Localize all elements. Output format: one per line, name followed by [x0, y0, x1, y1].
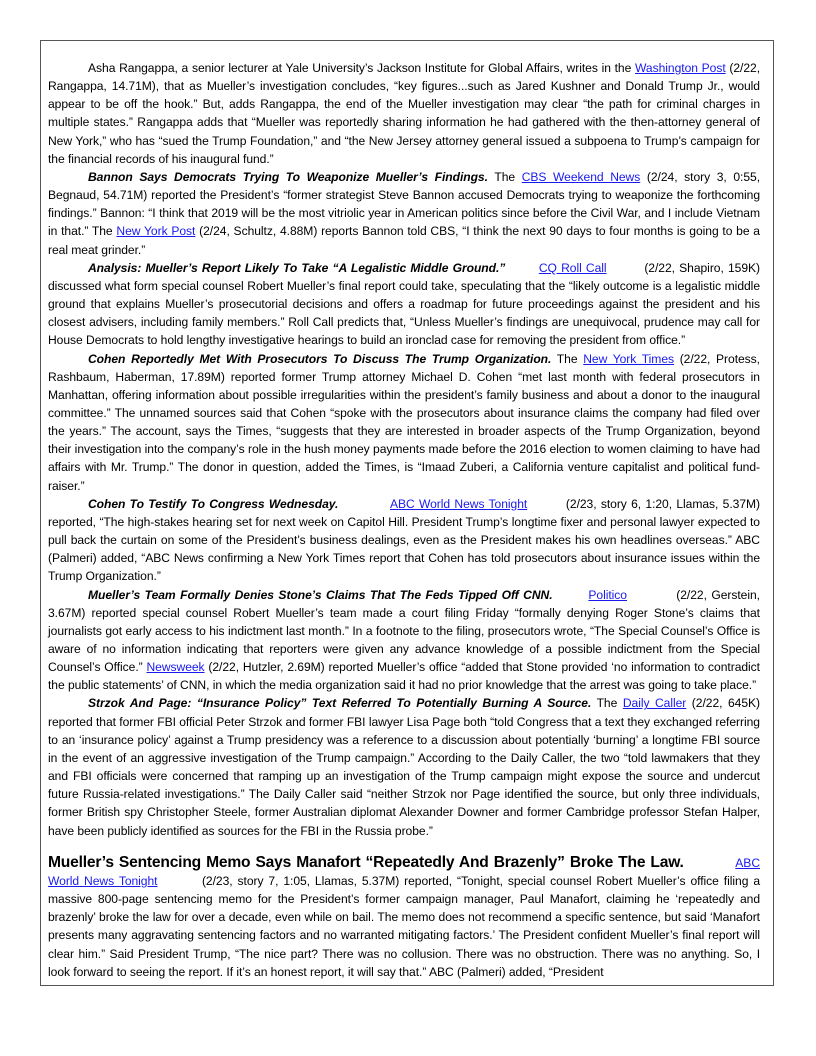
story-heading: Cohen Reportedly Met With Prosecutors To Discuss The Trump Organization. — [88, 351, 552, 366]
paragraph-text: (2/23, story 7, 1:05, Llamas, 5.37M) reported, “Tonight, special counsel Robert Mueller’s office filing a massive 800-page sentencing memo for the President’s former campaign manager, Paul Manafort, claiming he ‘repeatedly and brazenly’ broke the law for over a decade, even while on bail. The memo does not recommend a specific sentence, but said ‘Manafort presents many aggravating sentencing factors and no warranted mitigating factors.’ The President confident Mueller’s final report will clear him.” Said President Trump, “The nice part? There was no collusion. There was no obstruction. There was no anything. So, I look forward to seeing the report. If it’s an honest report, it will say that.” ABC (Palmeri) added, “President — [48, 873, 760, 979]
story-heading: Strzok And Page: “Insurance Policy” Text Referred To Potentially Burning A Source. — [88, 696, 592, 711]
paragraph-text — [505, 261, 539, 275]
link-politico[interactable]: Politico — [588, 587, 627, 602]
link-abc-world-news-tonight-2[interactable]: ABC World News Tonight — [48, 855, 760, 888]
link-cq-roll-call[interactable]: CQ Roll Call — [538, 260, 607, 275]
paragraph-cohen-testify — [48, 495, 760, 586]
link-newsweek[interactable]: Newsweek — [146, 660, 205, 675]
paragraph-text: (2/22, Gerstein, 3.67M) reported special counsel Robert Mueller’s team made a court filing Friday “formally denying Roger Stone’s claims that journalists got early access to his indictment last month.” In a footnote to the filing, prosecutors wrote, “The Special Counsel’s Office is aware of no information indicating that reporters were given any advance knowledge of a possible indictment from the Special Counsel’s Office.” — [48, 587, 760, 675]
paragraph-text: (2/22, Protess, Rashbaum, Haberman, 17.89M) reported former Trump attorney Michael D. Cohen “met last month with federal prosecutors in Manhattan, offering information about possible irregularities within the president’s family business and about a donor to the inaugural committee.” The unnamed sources said that Cohen “spoke with the prosecutors about insurance claims the company had filed over the years.” The account, says the Times, “suggests that they are interested in broader aspects of the Trump Organization, beyond their investigation into the company’s role in the hush money payments made before the 2016 election to women claiming to have had affairs with Mr. Trump.” The donor in question, added the Times, is “Imaad Zuberi, a California venture capitalist and political fund-raiser.” — [48, 351, 760, 493]
paragraph-text: (2/22, Rangappa, 14.71M), that as Mueller’s investigation concludes, “key figures...such as Jared Kushner and Donald Trump Jr., would appear to be off the hook.” But, adds Rangappa, the end of the Mueller investigation may clear “the path for criminal charges in multiple states.” Rangappa adds that “Mueller was reportedly sharing information he had gathered with the then-attorney general of New York,” who has “sued the Trump Foundation,” and “the New Jersey attorney general issued a subpoena to Trump’s campaign for the financial records of his inaugural fund.” — [48, 61, 761, 166]
link-abc-world-news-tonight[interactable]: ABC World News Tonight — [389, 496, 528, 511]
link-daily-caller[interactable]: Daily Caller — [622, 696, 687, 711]
paragraph-strzok-page — [48, 694, 760, 839]
paragraph-rangappa — [48, 59, 760, 168]
paragraph-text — [338, 497, 390, 511]
paragraph-text: The — [487, 169, 522, 184]
paragraph-bannon — [48, 168, 760, 259]
paragraph-roll-call — [48, 259, 760, 350]
paragraph-text: Asha Rangappa, a senior lecturer at Yale University’s Jackson Institute for Global Affairs, writes in the — [88, 61, 635, 75]
story-heading: Cohen To Testify To Congress Wednesday. — [88, 496, 339, 511]
paragraph-cohen-prosecutors — [48, 350, 760, 495]
story-heading: Bannon Says Democrats Trying To Weaponize Mueller’s Findings. — [88, 169, 488, 184]
story-heading: Analysis: Mueller’s Report Likely To Take “A Legalistic Middle Ground.” — [88, 260, 506, 275]
paragraph-text: The — [551, 351, 584, 366]
section-title: Mueller’s Sentencing Memo Says Manafort “Repeatedly And Brazenly” Broke The Law. — [48, 853, 684, 871]
paragraph-text: (2/22, 645K) reported that former FBI official Peter Strzok and former FBI lawyer Lisa Page both “told Congress that a text they exchanged referring to an ‘insurance policy’ against a Trump presidency was a reference to a discussion about potentially ‘burning’ a longtime FBI source in the event of an aggressive investigation of the Trump campaign.” According to the Daily Caller, the two “told lawmakers that they and FBI officials were concerned that ramping up an investigation of the Trump campaign might expose the source and undercut future Russia-related investigations.” The Daily Caller said “neither Strzok nor Page identified the source, but only three individuals, former British spy Christopher Steele, former Australian diplomat Alexander Downer and former Cambridge professor Stefan Halper, have been publicly identified as sources for the FBI in the Russia probe.” — [48, 696, 760, 838]
paragraph-text: (2/23, story 6, 1:20, Llamas, 5.37M) reported, “The high-stakes hearing set for next week on Capitol Hill. President Trump’s longtime fixer and personal lawyer expected to pull back the curtain on some of the President’s business dealings, even as the President makes his own headlines overseas.” ABC (Palmeri) added, “ABC News confirming a New York Times report that Cohen has told prosecutors about insurance issues within the Trump Organization.” — [48, 496, 760, 584]
paragraph-text — [553, 588, 589, 602]
link-cbs-weekend-news[interactable]: CBS Weekend News — [521, 169, 641, 184]
link-washington-post[interactable]: Washington Post — [635, 61, 726, 75]
paragraph-text: (2/22, Shapiro, 159K) discussed what form special counsel Robert Mueller’s final report could take, speculating that the “likely outcome is a legalistic middle ground that explains Mueller’s prosecutorial decisions and offers a roadmap for future proceedings against the president and his closest advisers, including family members.” Roll Call predicts that, “Unless Mueller’s findings are unequivocal, prudence may call for House Democrats to hold lengthy investigative hearings to build an ironclad case for removing the president from office.” — [48, 260, 761, 348]
story-heading: Mueller’s Team Formally Denies Stone’s Claims That The Feds Tipped Off CNN. — [88, 587, 553, 602]
paragraph-text — [684, 856, 736, 870]
paragraph-stone-cnn — [48, 586, 760, 695]
paragraph-text: (2/24, story 3, 0:55, Begnaud, 54.71M) reported the President’s “former strategist Steve Bannon accused Democrats trying to weaponize the forthcoming findings.” Bannon: “I think that 2019 will be the most vitriolic year in American politics since before the Civil War, and I include Vietnam in that.” The — [48, 169, 761, 239]
paragraph-text: (2/24, Schultz, 4.88M) reports Bannon told CBS, “I think the next 90 days to four months is going to be a real meat grinder.” — [48, 224, 760, 257]
document-body — [48, 59, 760, 981]
link-new-york-times[interactable]: New York Times — [583, 351, 674, 366]
section-manafort — [48, 854, 760, 981]
link-new-york-post[interactable]: New York Post — [116, 224, 196, 239]
paragraph-text: (2/22, Hutzler, 2.69M) reported Mueller’s office “added that Stone provided ‘no information to contradict the public statements’ of CNN, in which the media organization said it had no prior knowledge that the arrest was going to take place.” — [48, 660, 760, 693]
paragraph-text: The — [591, 696, 623, 711]
